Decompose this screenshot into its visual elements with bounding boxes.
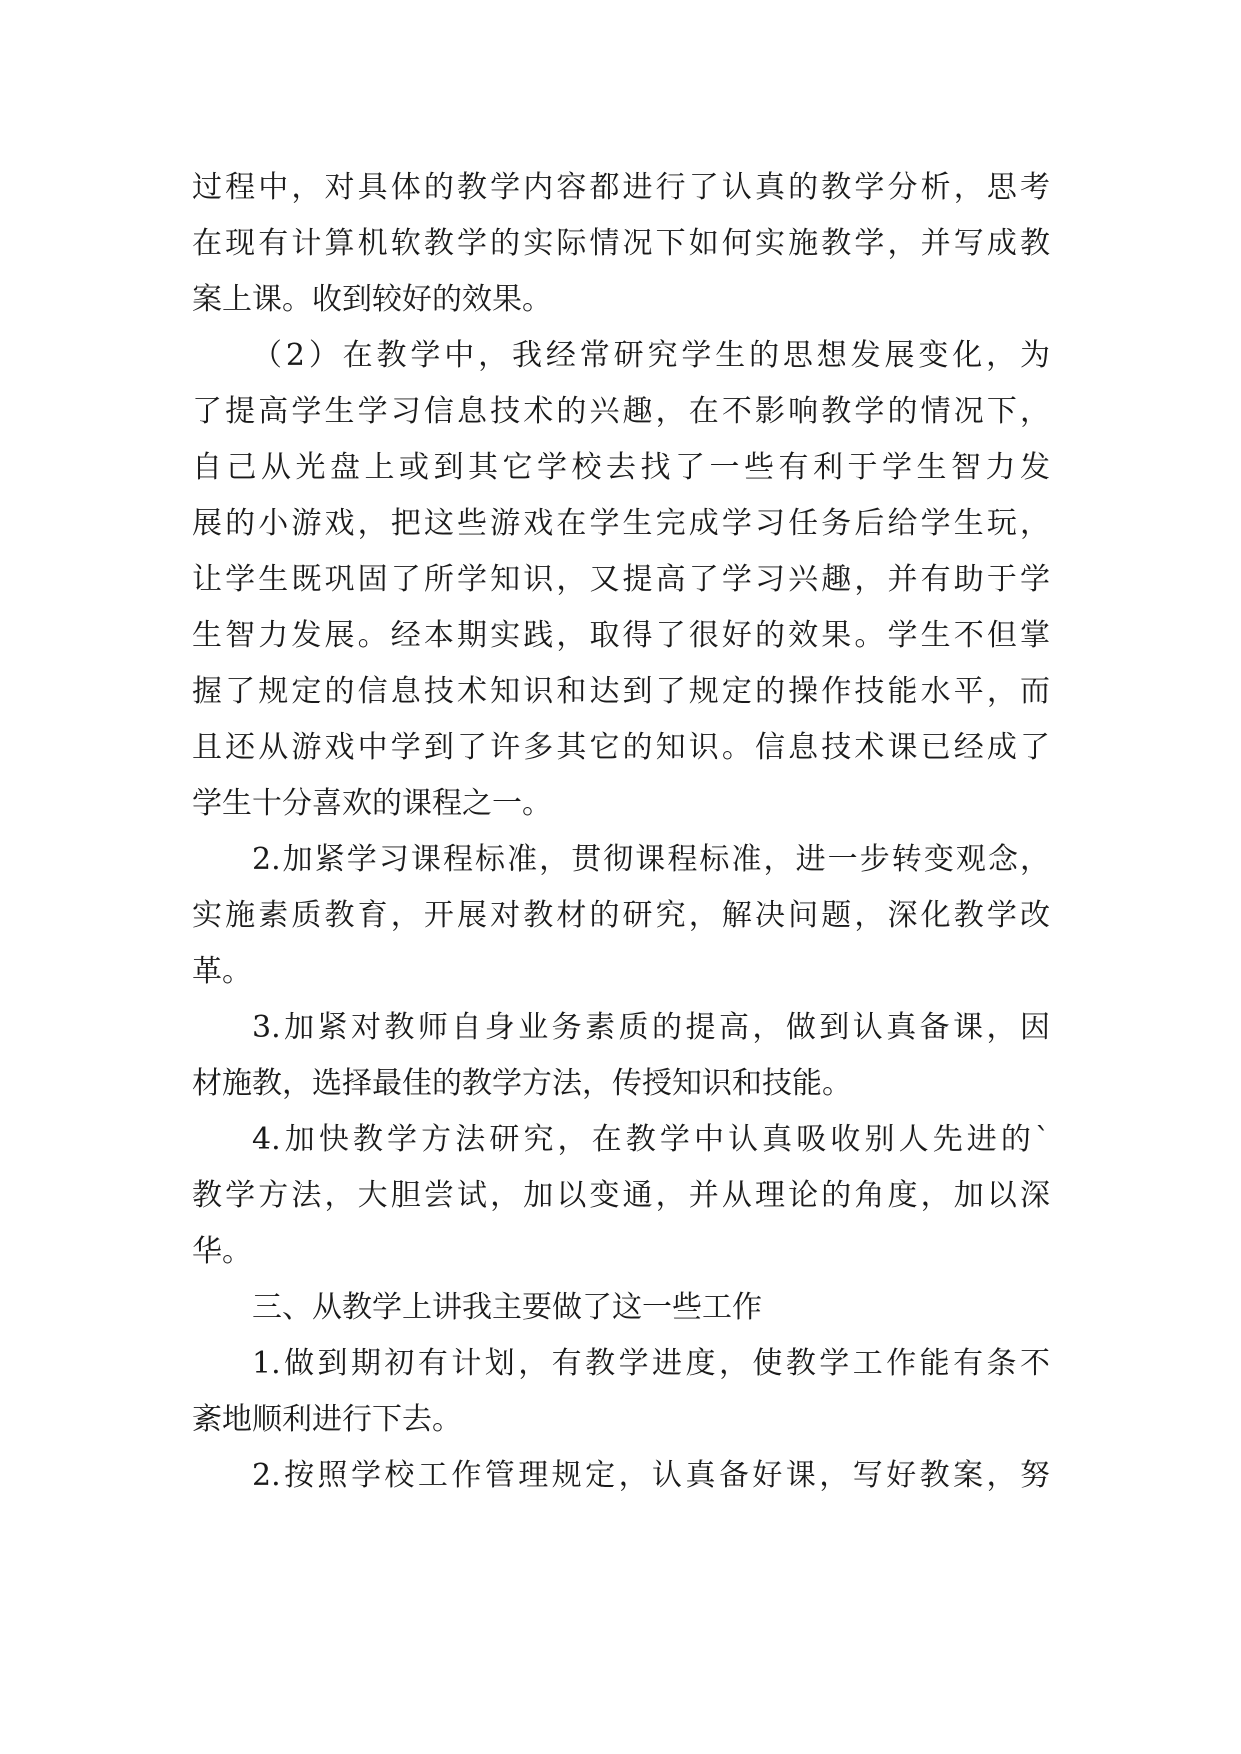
text-line: 案上课。收到较好的效果。 [192, 282, 552, 317]
text-line: 革。 [192, 954, 252, 989]
text-line: 材施教，选择最佳的教学方法，传授知识和技能。 [192, 1066, 852, 1101]
text-line: 紊地顺利进行下去。 [192, 1402, 462, 1437]
text-line: 2.按照学校工作管理规定，认真备好课，写好教案，努 [252, 1458, 1050, 1493]
text-line: 华。 [192, 1234, 252, 1269]
text-line: 且还从游戏中学到了许多其它的知识。信息技术课已经成了 [192, 730, 1050, 765]
text-line: 过程中，对具体的教学内容都进行了认真的教学分析，思考 [192, 170, 1050, 205]
text-line: 1.做到期初有计划，有教学进度，使教学工作能有条不 [252, 1346, 1050, 1381]
text-line: 3.加紧对教师自身业务素质的提高，做到认真备课，因 [252, 1010, 1050, 1045]
text-line: 三、从教学上讲我主要做了这一些工作 [252, 1290, 762, 1325]
text-line: 了提高学生学习信息技术的兴趣，在不影响教学的情况下， [192, 394, 1050, 429]
text-line: 让学生既巩固了所学知识，又提高了学习兴趣，并有助于学 [192, 562, 1050, 597]
text-line: 2.加紧学习课程标准，贯彻课程标准，进一步转变观念， [252, 842, 1050, 877]
text-line: 学生十分喜欢的课程之一。 [192, 786, 552, 821]
body-text [192, 160, 1050, 1504]
text-line: 实施素质教育，开展对教材的研究，解决问题，深化教学改 [192, 898, 1050, 933]
text-line: 4.加快教学方法研究，在教学中认真吸收别人先进的` [252, 1122, 1050, 1157]
text-line: 生智力发展。经本期实践，取得了很好的效果。学生不但掌 [192, 618, 1050, 653]
text-line: 在现有计算机软教学的实际情况下如何实施教学，并写成教 [192, 226, 1050, 261]
text-line: 握了规定的信息技术知识和达到了规定的操作技能水平，而 [192, 674, 1050, 709]
text-line: 展的小游戏，把这些游戏在学生完成学习任务后给学生玩， [192, 506, 1050, 541]
text-line: （2）在教学中，我经常研究学生的思想发展变化，为 [252, 338, 1050, 373]
text-line: 自己从光盘上或到其它学校去找了一些有利于学生智力发 [192, 450, 1050, 485]
text-line: 教学方法，大胆尝试，加以变通，并从理论的角度，加以深 [192, 1178, 1050, 1213]
